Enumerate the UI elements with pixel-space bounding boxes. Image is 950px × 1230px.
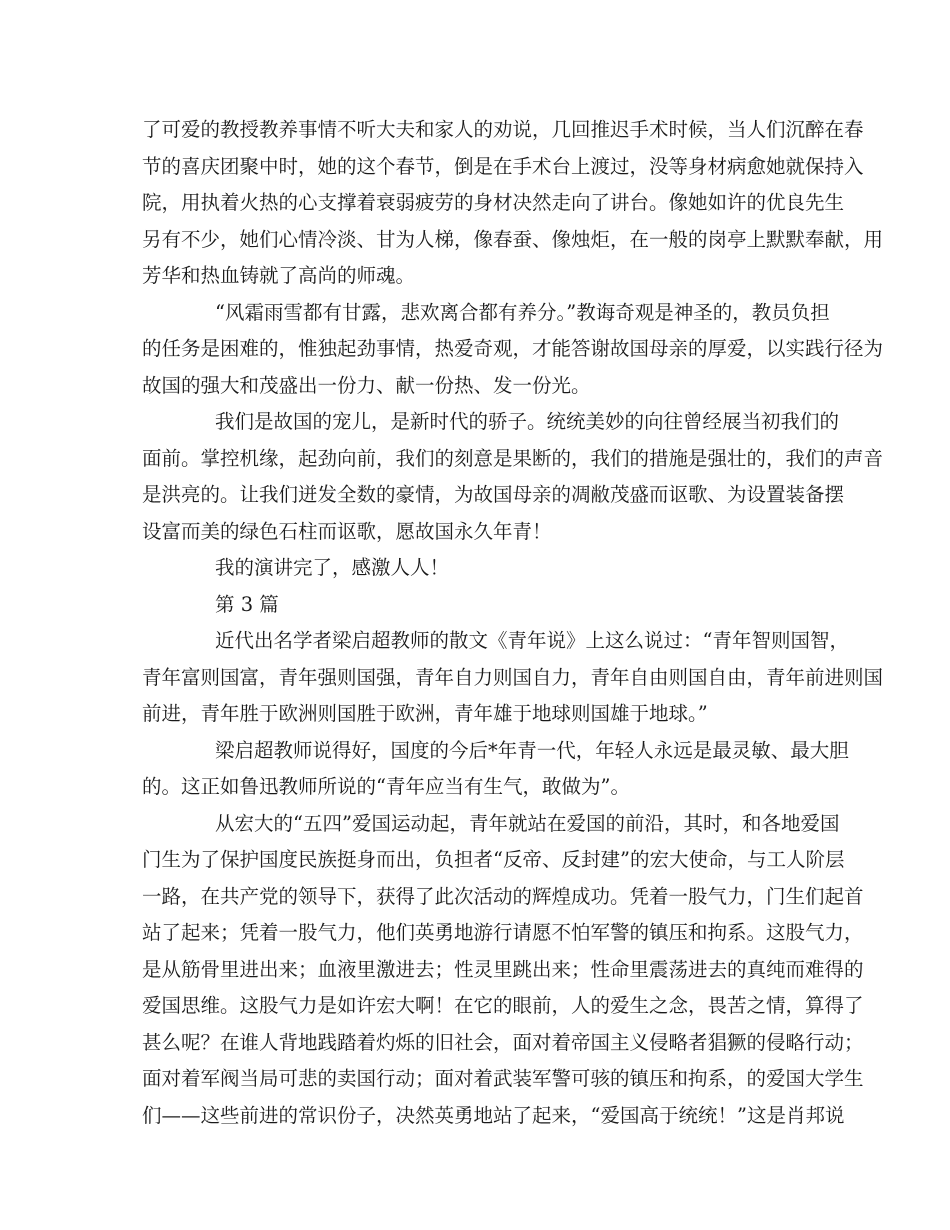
text-line: 梁启超教师说得好，国度的今后*年青一代，年轻人永远是最灵敏、最大胆 xyxy=(215,738,849,762)
text-line: 故国的强大和茂盛出一份力、献一份热、发一份光。 xyxy=(142,373,591,397)
text-line: 前进，青年胜于欧洲则国胜于欧洲，青年雄于地球则国雄于地球。” xyxy=(142,702,708,725)
text-line: 我的演讲完了，感激人人！ xyxy=(215,556,450,579)
text-line: 是洪亮的。让我们迸发全数的豪情，为故国母亲的凋敝茂盛而讴歌、为设置装备摆 xyxy=(142,483,845,506)
text-line: 甚么呢？在谁人背地践踏着灼烁的旧社会，面对着帝国主义侵略者猖獗的侵略行动； xyxy=(142,1030,864,1054)
text-line: 一路，在共产党的领导下，获得了此次活动的辉煌成功。凭着一股气力，门生们起首 xyxy=(142,884,864,908)
text-line: 院，用执着火热的心支撑着衰弱疲劳的身材决然走向了讲台。像她如许的优良先生 xyxy=(142,191,845,214)
text-line: 节的喜庆团聚中时，她的这个春节，倒是在手术台上渡过，没等身材病愈她就保持入 xyxy=(142,154,864,178)
text-line: 面对着军阀当局可悲的卖国行动；面对着武装军警可骇的镇压和拘系，的爱国大学生 xyxy=(142,1067,864,1090)
text-line: 我们是故国的宠儿，是新时代的骄子。统统美妙的向往曾经展当初我们的 xyxy=(215,410,840,433)
text-line: 站了起来；凭着一股气力，他们英勇地游行请愿不怕军警的镇压和拘系。这股气力， xyxy=(142,921,864,944)
text-line: 爱国思维。这股气力是如许宏大啊！在它的眼前，人的爱生之念，畏苦之情，算得了 xyxy=(142,994,864,1017)
text-line: 青年富则国富，青年强则国强，青年自力则国自力，青年自由则国自由，青年前进则国 xyxy=(142,665,884,689)
text-line: 第 3 篇 xyxy=(215,592,279,616)
text-line: 了可爱的教授教养事情不听大夫和家人的劝说，几回推迟手术时候，当人们沉醉在春 xyxy=(142,118,864,141)
text-line: 门生为了保护国度民族挺身而出，负担者“反帝、反封建”的宏大使命，与工人阶层 xyxy=(142,848,845,871)
text-line: 面前。掌控机缘，起劲向前，我们的刻意是果断的，我们的措施是强壮的，我们的声音 xyxy=(142,446,884,470)
text-line: 芳华和热血铸就了高尚的师魂。 xyxy=(142,264,416,287)
document-body xyxy=(142,112,884,1134)
text-line: “风霜雨雪都有甘露，悲欢离合都有养分。”教诲奇观是神圣的，教员负担 xyxy=(215,300,830,324)
text-line: 从宏大的“五四”爱国运动起，青年就站在爱国的前沿，其时，和各地爱国 xyxy=(215,811,840,835)
text-line: 的任务是困难的，惟独起劲事情，热爱奇观，才能答谢故国母亲的厚爱，以实践行径为 xyxy=(142,337,884,360)
text-line: 设富而美的绿色石柱而讴歌，愿故国永久年青！ xyxy=(142,519,552,543)
text-line: 另有不少，她们心情冷淡、甘为人梯，像春蚕、像烛炬，在一般的岗亭上默默奉献，用 xyxy=(142,227,884,251)
text-line: 近代出名学者梁启超教师的散文《青年说》上这么说过：“青年智则国智， xyxy=(215,629,849,652)
text-line: 的。这正如鲁迅教师所说的“青年应当有生气，敢做为”。 xyxy=(142,775,630,798)
text-line: 是从筋骨里进出来；血液里激进去；性灵里跳出来；性命里震荡进去的真纯而难得的 xyxy=(142,957,864,981)
text-line: 们——这些前进的常识份子，决然英勇地站了起来，“爱国高于统统！”这是肖邦说 xyxy=(142,1103,845,1127)
